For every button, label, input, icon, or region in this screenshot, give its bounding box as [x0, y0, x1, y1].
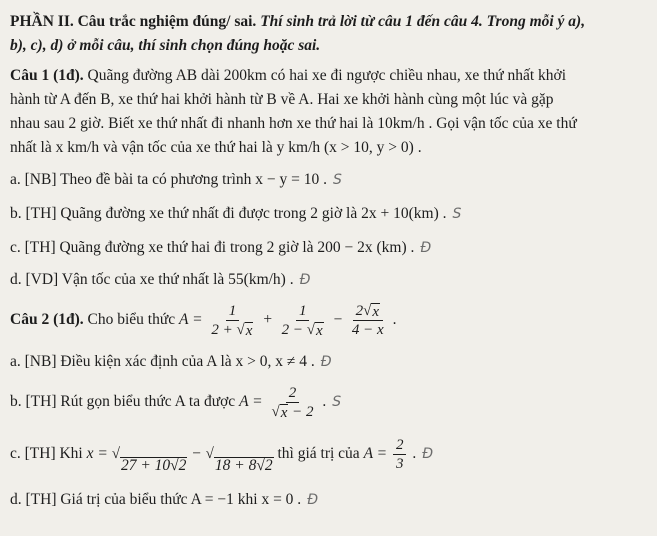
q2-option-c-radical-1: √ 27 + 10√2	[111, 446, 187, 474]
q2-option-b: b. [TH] Rút gọn biểu thức A ta được A = 2 √ x − 2 . S	[10, 384, 342, 421]
q1-option-c-answer-mark: Đ	[420, 240, 432, 256]
q2-option-a-answer-mark: Đ	[320, 354, 332, 370]
q2-term3: 2 √ x 4 − x	[351, 302, 384, 338]
section-title: PHẦN II. Câu trắc nghiệm đúng/ sai.	[10, 13, 257, 30]
q1-option-d-answer-mark: Đ	[299, 272, 311, 288]
q1-text2: hành từ A đến B, xe thứ hai khởi hành từ B về A. Hai xe khởi hành cùng một lúc và gặp	[10, 91, 554, 108]
q2-option-c-radical-2: √ 18 + 8√2	[205, 446, 273, 474]
q2-label: Câu 2 (1đ).	[10, 311, 84, 328]
q2-option-c-answer-mark: Đ	[422, 446, 434, 462]
q1-option-d-text: d. [VD] Vận tốc của xe thứ nhất là 55(km/h) .	[10, 271, 294, 288]
q1-option-c-text: c. [TH] Quãng đường xe thứ hai đi trong 2 giờ là 200 − 2x (km) .	[10, 239, 415, 256]
q2-line1: Câu 2 (1đ). Cho biểu thức A = 1 2 + √ x + 1 2 − √ x − 2 √ x 4 − x .	[10, 302, 397, 339]
q1-text1: Quãng đường AB dài 200km có hai xe đi ngược chiều nhau, xe thứ nhất khởi	[87, 67, 567, 84]
q1-option-a-text: a. [NB] Theo đề bài ta có phương trình x − y = 10 .	[10, 171, 328, 188]
q1-option-a	[10, 170, 649, 190]
q2-intro: Cho biểu thức	[87, 311, 176, 328]
section-header	[10, 12, 649, 32]
q2-term2: 1 2 − √ x	[281, 302, 323, 339]
q1-text3: nhau sau 2 giờ. Biết xe thứ nhất đi nhanh hơn xe thứ hai là 10km/h . Gọi vận tốc của xe thứ	[10, 115, 577, 132]
q2-option-c-fraction: $\frac{2}{3}$	[393, 436, 407, 473]
q1-option-a-answer-mark: S	[333, 172, 342, 188]
q1-label: Câu 1 (1đ).	[10, 67, 84, 84]
q2-term1: 1 2 + √ x	[211, 302, 253, 339]
q2-option-b-fraction: 2 √ x − 2	[271, 384, 314, 421]
q1-option-c	[10, 238, 649, 258]
q2-option-c-text: c. [TH] Khi	[10, 445, 83, 462]
q2-option-a-text: a. [NB] Điều kiện xác định của A là x > 0, x ≠ 4 .	[10, 353, 315, 370]
q2-option-d-answer-mark: Đ	[307, 492, 319, 508]
q1-option-d	[10, 270, 649, 290]
q1-line1	[10, 66, 649, 86]
section-instructions: Thí sinh trả lời từ câu 1 đến câu 4. Trong mỗi ý a),	[260, 13, 586, 30]
q1-option-b-text: b. [TH] Quãng đường xe thứ nhất đi được trong 2 giờ là 2x + 10(km) .	[10, 205, 447, 222]
q1-text4: nhất là x km/h và vận tốc của xe thứ hai là y km/h (x > 10, y > 0) .	[10, 139, 422, 156]
q1-option-b-answer-mark: S	[452, 206, 462, 222]
q2-option-c: c. [TH] Khi x = √ 27 + 10√2 − √ 18 + 8√2 thì giá trị của A = $\frac{2}{3}$ . Đ	[10, 434, 649, 474]
q2-option-b-answer-mark: S	[332, 394, 342, 410]
q2-option-d	[10, 490, 649, 510]
q2-option-b-text: b. [TH] Rút gọn biểu thức A ta được	[10, 393, 236, 410]
q2-expr-lhs: A =	[179, 311, 203, 328]
q2-option-a	[10, 352, 649, 372]
q1-option-b	[10, 204, 649, 224]
q2-option-d-text: d. [TH] Giá trị của biểu thức A = −1 khi x = 0 .	[10, 491, 302, 508]
section-instructions-cont: b), c), d) ở mỗi câu, thí sinh chọn đúng hoặc sai.	[10, 37, 321, 54]
